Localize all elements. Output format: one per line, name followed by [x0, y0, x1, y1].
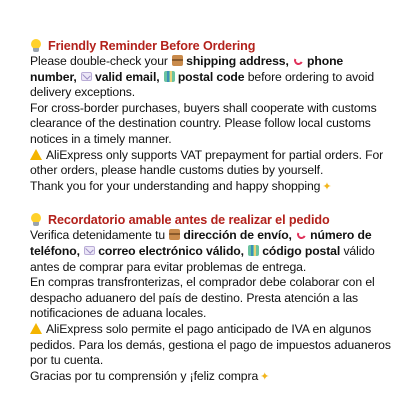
warning-icon [30, 323, 42, 334]
spanish-heading-text: Recordatorio amable antes de realizar el pedido [48, 213, 330, 228]
spanish-check-paragraph: Verifica detenidamente tu dirección de envío, número de teléfono, correo electrónico válido, código postal válido antes de comprar para evitar problemas de entrega. [30, 228, 375, 274]
spanish-vat-paragraph: AliExpress solo permite el pago anticipado de IVA en algunos pedidos. Para los demás, gestiona el pago de impuestos aduaneros por tu cuenta. [30, 321, 391, 368]
english-check-paragraph: Please double-check your shipping address, phone number, valid email, postal code before ordering to avoid delivery exceptions. [30, 54, 375, 100]
map-icon [248, 245, 259, 256]
lightbulb-icon [30, 39, 42, 53]
sparkles-icon: ✦ [260, 370, 270, 383]
envelope-icon [84, 246, 95, 255]
phone-icon [293, 55, 304, 66]
phone-icon [296, 229, 307, 240]
spanish-heading [30, 212, 392, 228]
spanish-customs-paragraph: En compras transfronterizas, el comprador debe colaborar con el despacho aduanero del país de destino. Presta atención a las notificaciones de aduana locales. [30, 275, 375, 321]
lightbulb-icon [30, 213, 42, 227]
english-customs-paragraph: For cross-border purchases, buyers shall cooperate with customs clearance of the destination country. Please follow local customs notices in a timely manner. [30, 100, 377, 146]
english-vat-paragraph: AliExpress only supports VAT prepayment for partial orders. For other orders, please handle customs duties by yourself. [30, 147, 384, 178]
spanish-reminder-section [30, 212, 392, 384]
envelope-icon [81, 72, 92, 81]
map-icon [164, 71, 175, 82]
spanish-thanks-paragraph: Gracias por tu comprensión y ¡feliz compra ✦ [30, 368, 270, 383]
package-icon [172, 55, 183, 66]
sparkles-icon: ✦ [322, 180, 332, 193]
warning-icon [30, 149, 42, 160]
english-heading [30, 38, 392, 54]
english-thanks-paragraph: Thank you for your understanding and happy shopping ✦ [30, 178, 332, 193]
english-reminder-section [30, 38, 392, 194]
english-heading-text: Friendly Reminder Before Ordering [48, 39, 256, 53]
package-icon [169, 229, 180, 240]
